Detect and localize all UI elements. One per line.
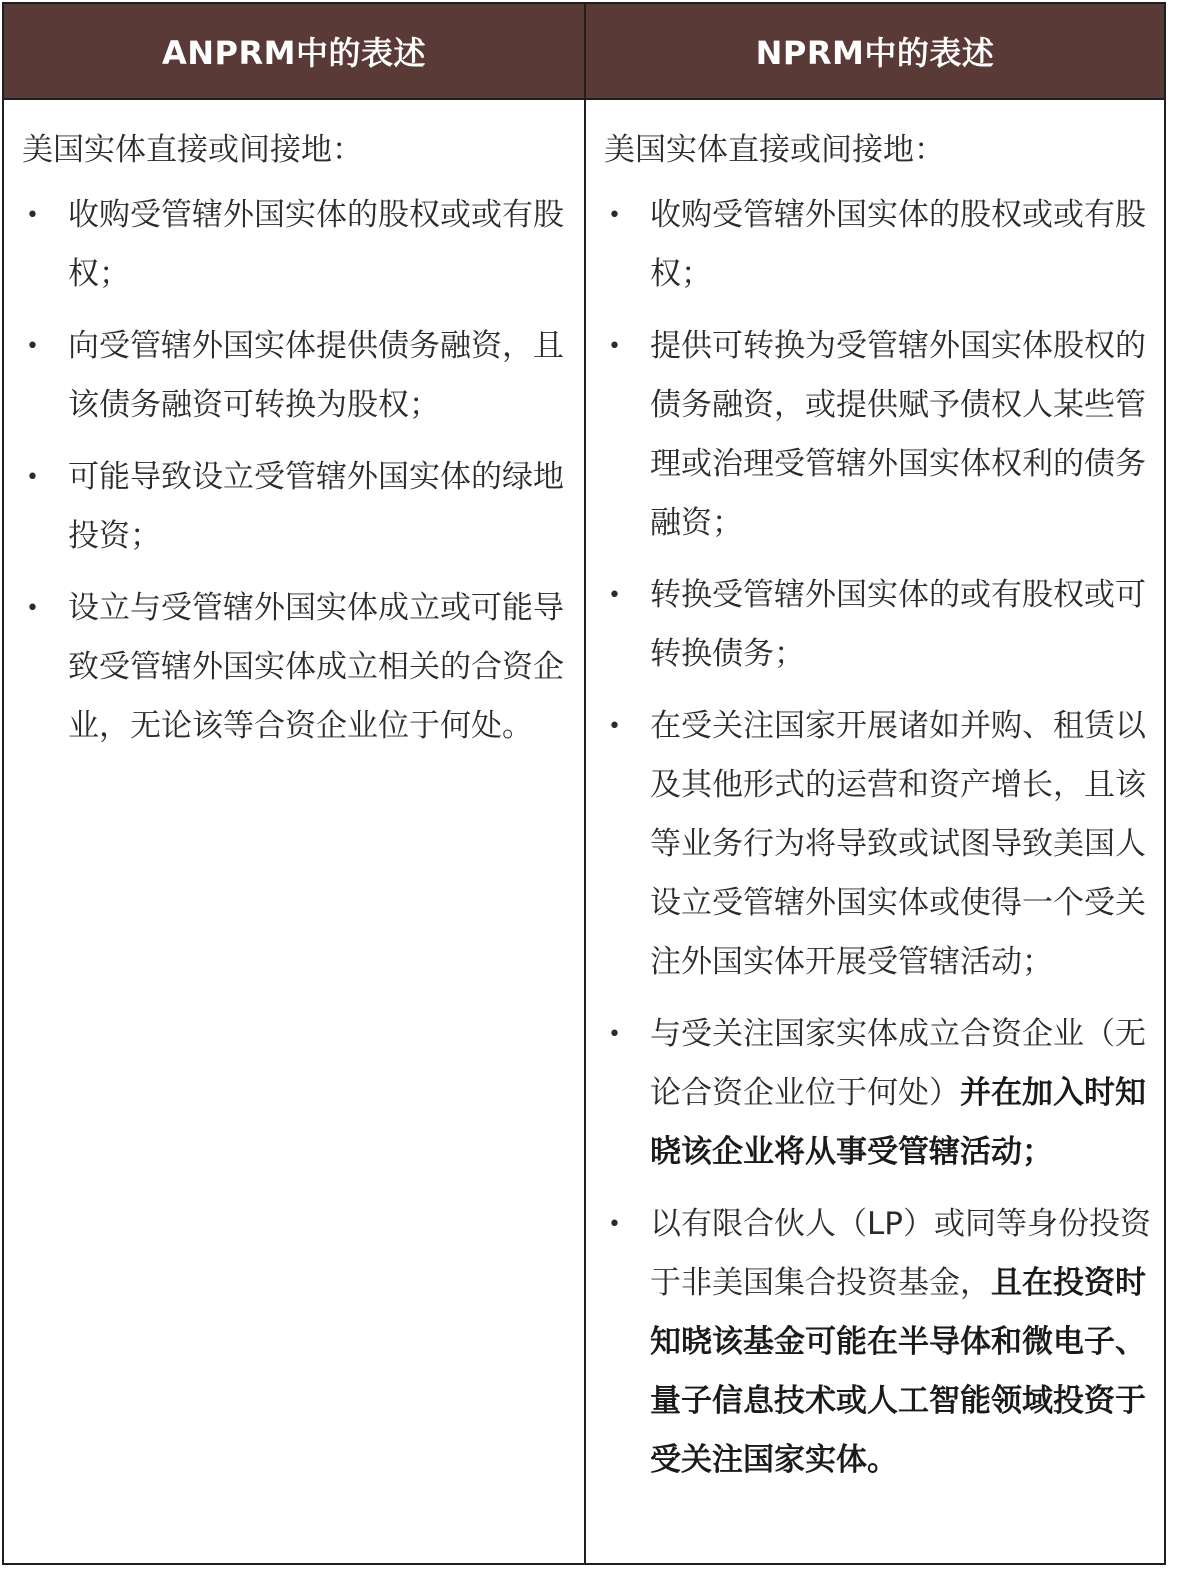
list-item-bold-text: 并在加入时知晓该企业将从事受管辖活动； [650, 1075, 1146, 1170]
list-item-text: 向受管辖外国实体提供债务融资，且该债务融资可转换为股权； [68, 328, 564, 423]
comparison-table [2, 2, 1166, 1565]
list-item-text: 收购受管辖外国实体的股权或或有股权； [650, 197, 1146, 292]
bullet-icon: • [608, 334, 621, 359]
list-item-text: 收购受管辖外国实体的股权或或有股权； [68, 197, 564, 292]
list-item-text: 与受关注国家实体成立合资企业（无论合资企业位于何处） [650, 1016, 1146, 1111]
list-item [22, 448, 584, 566]
bullet-icon: • [26, 334, 39, 359]
header-nprm: NPRM中的表述 [755, 34, 995, 72]
list-item-text: 以有限合伙人（LP）或同等身份投资于非美国集合投资基金， [650, 1206, 1151, 1301]
anprm-column [4, 100, 586, 1563]
list-item [22, 579, 584, 756]
nprm-column [586, 100, 1164, 1563]
bullet-icon: • [608, 714, 621, 739]
list-item [22, 186, 584, 304]
table-body-row [4, 100, 1164, 1563]
list-item-text: 可能导致设立受管辖外国实体的绿地投资； [68, 459, 564, 554]
bullet-icon: • [608, 583, 621, 608]
bullet-icon: • [26, 203, 39, 228]
bullet-icon: • [608, 203, 621, 228]
bullet-icon: • [26, 596, 39, 621]
bullet-icon: • [26, 465, 39, 490]
list-item-text: 转换受管辖外国实体的或有股权或可转换债务； [650, 577, 1146, 672]
bullet-icon: • [608, 1022, 621, 1047]
list-item [604, 1005, 1164, 1182]
list-item [604, 1195, 1164, 1490]
list-item [604, 566, 1164, 684]
list-item [604, 317, 1164, 553]
nprm-list [604, 186, 1164, 1490]
list-item [604, 697, 1164, 992]
nprm-intro: 美国实体直接或间接地： [604, 132, 945, 168]
list-item [22, 317, 584, 435]
list-item-text: 在受关注国家开展诸如并购、租赁以及其他形式的运营和资产增长，且该等业务行为将导致或试图导致美国人设立受管辖外国实体或使得一个受关注外国实体开展受管辖活动； [650, 708, 1146, 980]
table-header-row [4, 4, 1164, 100]
list-item-text: 设立与受管辖外国实体成立或可能导致受管辖外国实体成立相关的合资企业，无论该等合资企业位于何处。 [68, 590, 564, 744]
anprm-list [22, 186, 584, 756]
list-item [604, 186, 1164, 304]
list-item-bold-text: 且在投资时知晓该基金可能在半导体和微电子、量子信息技术或人工智能领域投资于受关注国家实体。 [650, 1265, 1146, 1478]
bullet-icon: • [608, 1212, 621, 1237]
anprm-intro: 美国实体直接或间接地： [22, 132, 363, 168]
list-item-text: 提供可转换为受管辖外国实体股权的债务融资，或提供赋予债权人某些管理或治理受管辖外国实体权利的债务融资； [650, 328, 1146, 541]
header-anprm: ANPRM中的表述 [4, 4, 586, 98]
